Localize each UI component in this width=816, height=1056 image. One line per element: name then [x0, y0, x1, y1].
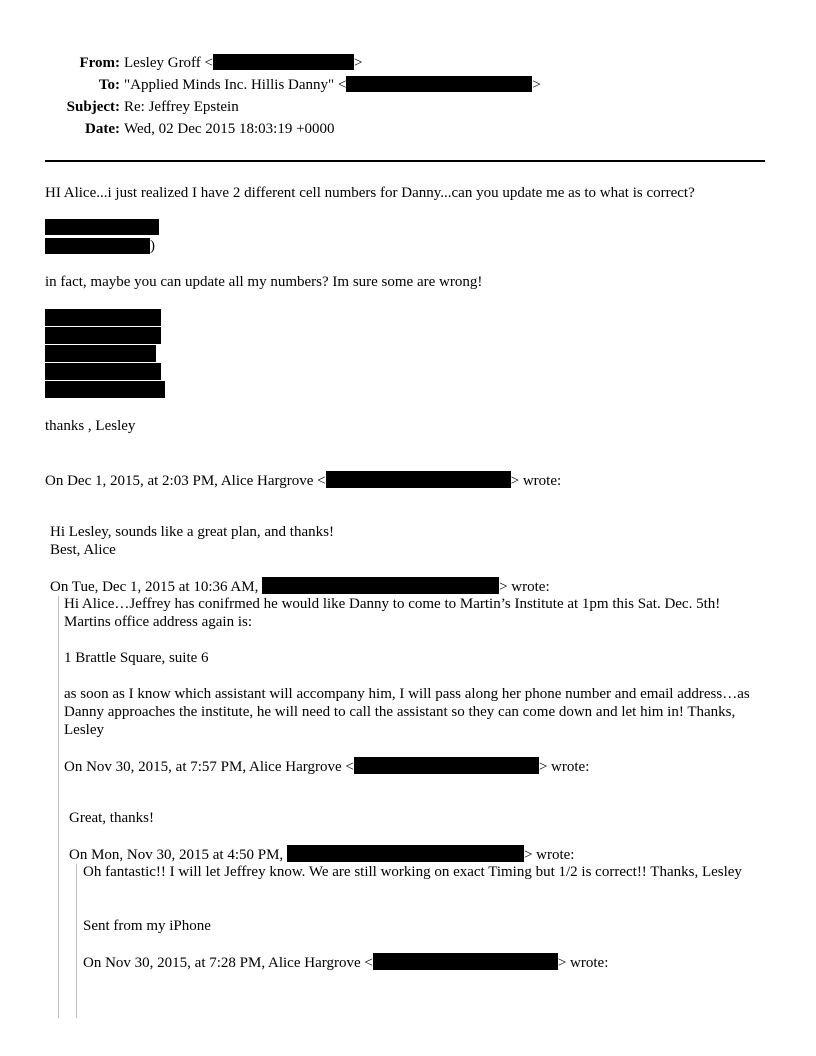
quote4-sent-from: Sent from my iPhone [83, 918, 211, 934]
quote4-attribution-prefix: On Mon, Nov 30, 2015 at 4:50 PM, [69, 847, 284, 863]
quote5-attribution-prefix: On Nov 30, 2015, at 7:28 PM, Alice Hargrove < [83, 955, 373, 971]
quote1-attribution-prefix: On Dec 1, 2015, at 2:03 PM, Alice Hargrove < [45, 473, 326, 489]
redacted-email-alice-3 [373, 953, 558, 970]
to-close: > [532, 77, 541, 93]
redacted-email-sender-1 [262, 577, 499, 594]
quote4-paragraph-1: Oh fantastic!! I will let Jeffrey know. We are still working on exact Timing but 1/2 is correct!! Thanks, Lesley [83, 864, 742, 880]
from-label: From: [79, 55, 120, 71]
quote3-attribution [64, 757, 589, 776]
quote4-attribution-suffix: > wrote: [523, 847, 575, 863]
quote-bar-level-2 [76, 864, 77, 1018]
to-label: To: [98, 77, 120, 93]
to-value [124, 76, 541, 94]
redacted-number-2 [45, 327, 161, 344]
to-name: "Applied Minds Inc. Hillis Danny" < [124, 77, 347, 93]
quote3-line-1: Great, thanks! [69, 810, 154, 826]
quote1-line-1: Hi Lesley, sounds like a great plan, and thanks! [50, 524, 334, 540]
redacted-from-email [213, 54, 354, 70]
date-value: Wed, 02 Dec 2015 18:03:19 +0000 [124, 121, 335, 137]
quote2-address: 1 Brattle Square, suite 6 [64, 650, 209, 666]
redacted-suffix: ) [150, 238, 155, 254]
redacted-number-4 [45, 363, 161, 380]
quote3-attribution-suffix: > wrote: [538, 759, 590, 775]
quote3-attribution-prefix: On Nov 30, 2015, at 7:57 PM, Alice Hargrove < [64, 759, 354, 775]
redacted-to-email [346, 76, 532, 92]
quote2-attribution-suffix: > wrote: [499, 579, 550, 595]
redacted-phone-2 [45, 238, 150, 254]
quote1-line-2: Best, Alice [50, 542, 116, 558]
from-value [124, 54, 362, 72]
redacted-email-alice [326, 471, 511, 488]
redacted-number-3 [45, 345, 156, 362]
date-label: Date: [85, 121, 120, 137]
quote5-attribution-suffix: > wrote: [557, 955, 609, 971]
subject-label: Subject: [66, 99, 120, 115]
redacted-email-alice-2 [354, 757, 539, 774]
quote5-attribution [83, 953, 608, 972]
quote2-attribution [50, 577, 550, 596]
quote2-paragraph-2: as soon as I know which assistant will accompany him, I will pass along her phone number and email address…as Danny approaches the institute, he will need to call the assistant so they can come down and let him in! Thanks, Lesley [64, 686, 750, 738]
from-name: Lesley Groff < [124, 55, 213, 71]
header-divider [45, 160, 765, 162]
quote2-paragraph-1: Hi Alice…Jeffrey has conifrmed he would like Danny to come to Martin’s Institute at 1pm this Sat. Dec. 5th! Martins office address again is: [64, 596, 721, 630]
quote2-attribution-prefix: On Tue, Dec 1, 2015 at 10:36 AM, [50, 579, 259, 595]
redacted-phone-1 [45, 219, 159, 235]
quote1-attribution-suffix: > wrote: [510, 473, 562, 489]
quote1-attribution [45, 471, 561, 490]
redacted-email-sender-2 [287, 845, 524, 862]
signoff: thanks , Lesley [45, 418, 136, 434]
from-close: > [354, 55, 363, 71]
redacted-number-5 [45, 381, 165, 398]
body-line-2: in fact, maybe you can update all my numbers? Im sure some are wrong! [45, 274, 483, 290]
subject-value: Re: Jeffrey Epstein [124, 99, 239, 115]
body-line-1: HI Alice...i just realized I have 2 different cell numbers for Danny...can you update me as to what is correct? [45, 185, 695, 201]
quote-bar-level-1 [58, 596, 59, 1018]
quote4-attribution [69, 845, 574, 864]
redacted-number-1 [45, 309, 161, 326]
